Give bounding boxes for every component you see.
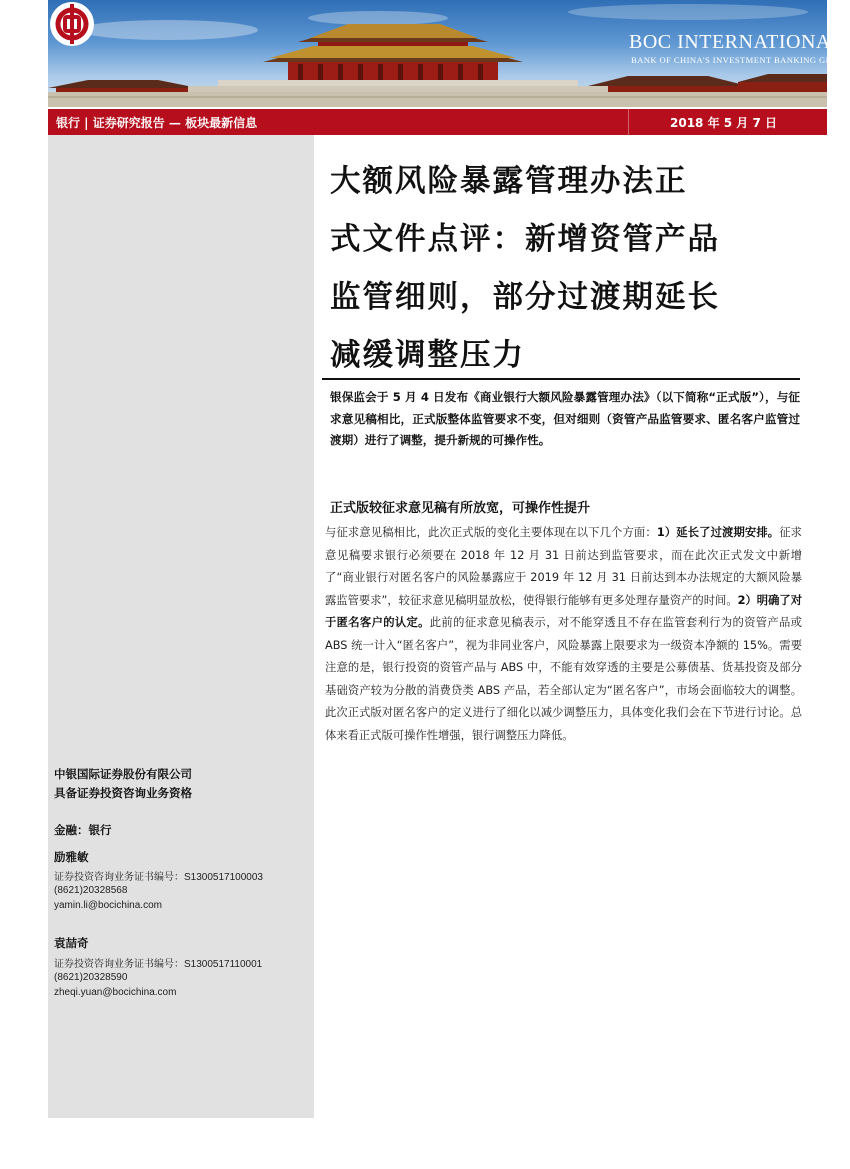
title-line: 减缓调整压力 [330,337,525,373]
report-category-bar [48,109,827,135]
analyst-name: 袁喆奇 [54,936,89,950]
summary-paragraph: 银保监会于 5 月 4 日发布《商业银行大额风险暴露管理办法》（以下简称“正式版”），与征求意见稿相比，正式版整体监管要求不变，但对细则（资管产品监管要求、匿名客户监管过渡期）进行了调整，提升新规的可操作性。 [330,390,800,447]
report-date: 2018 年 5 月 7 日 [670,116,777,130]
report-title [330,152,800,384]
bar-divider [628,109,629,135]
report-category: 银行 | 证券研究报告 — 板块最新信息 [56,116,258,130]
firm-name: 中银国际证券股份有限公司 [54,767,192,781]
header-banner [48,0,850,107]
analyst-license: 证券投资咨询业务证书编号：S1300517110001 [54,959,263,970]
analyst-license: 证券投资咨询业务证书编号：S1300517100003 [54,872,263,883]
body-text-segment: 与征求意见稿相比，此次正式版的变化主要体现在以下几个方面： [325,526,657,539]
analyst-phone: (8621)20328568 [54,885,128,896]
body-text-segment: 此前的征求意见稿表示，对不能穿透且不存在监管套利行为的资管产品或 ABS 统一计入“匿名客户”，视为非同业客户，风险暴露上限要求为一级资本净额的 15%。需要注意的是，银行投资的资管产品与 ABS 中，不能有效穿透的主要是公募债基、货基投资及部分基础资产较为分散的消费贷类 ABS 产品，若全部认定为“匿名客户”，市场会面临较大的调整。此次正式版对匿名客户的定义进行了细化以减少调整压力，具体变化我们会在下节进行讨论。总体来看正式版可操作性增强，银行调整压力降低。 [325,616,802,742]
analyst-name: 励雅敏 [54,850,89,864]
analyst-phone: (8621)20328590 [54,972,128,983]
body-highlight: 2）明确了对于匿名客户的认定。 [325,593,802,629]
body-text-segment: 征求意见稿要求银行必须要在 2018 年 12 月 31 日前达到监管要求，而在此次正式发文中新增了“商业银行对匿名客户的风险暴露应于 2019 年 12 月 31 日前达到本办法规定的大额风险暴露监管要求”，较征求意见稿明显放松，使得银行能够有更多处理存量资产的时间。 [325,526,802,607]
title-divider [322,378,800,380]
body-paragraph [325,522,802,747]
firm-qualification: 具备证券投资咨询业务资格 [54,786,192,800]
title-line: 大额风险暴露管理办法正 [330,163,688,199]
boc-logo-icon [48,0,96,48]
title-line: 式文件点评：新增资管产品 [330,221,720,257]
brand-subtitle: BANK OF CHINA'S INVESTMENT BANKING GROUP [631,55,850,65]
analyst-email[interactable]: yamin.li@bocichina.com [54,900,162,911]
sidebar [48,135,314,1118]
section-heading: 正式版较征求意见稿有所放宽，可操作性提升 [330,501,591,516]
analyst-email[interactable]: zheqi.yuan@bocichina.com [54,987,177,998]
title-line: 监管细则，部分过渡期延长 [330,279,720,315]
brand-name: BOC INTERNATIONAL [629,31,844,53]
sector-label: 金融：银行 [54,823,112,837]
body-highlight: 1）延长了过渡期安排。 [656,526,780,539]
